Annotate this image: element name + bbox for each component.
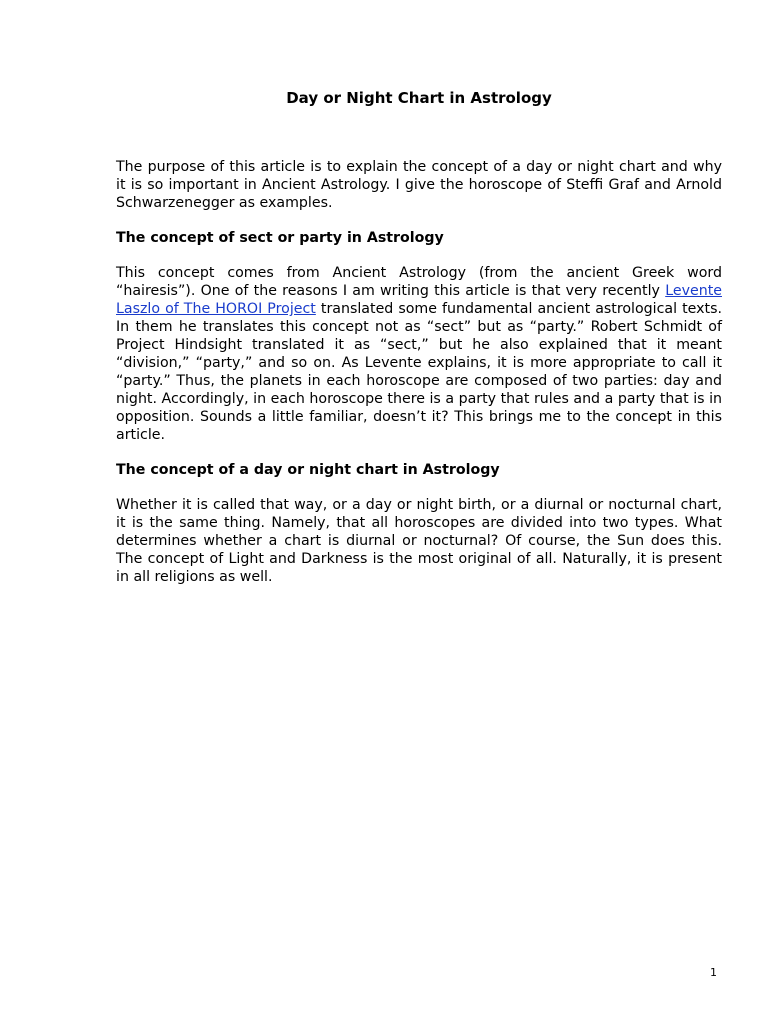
section-heading-sect: The concept of sect or party in Astrology — [116, 230, 444, 246]
intro-paragraph: The purpose of this article is to explain the concept of a day or night chart and why it is so important in Ancient Astrology. I give the horoscope of Steffi Graf and Arnold Schwarzenegger as examples. — [116, 159, 722, 211]
day-night-paragraph: Whether it is called that way, or a day or night birth, or a diurnal or nocturnal chart, it is the same thing. Namely, that all horoscopes are divided into two types. What determines whether a chart is diurnal or nocturnal? Of course, the Sun does this. The concept of Light and Darkness is the most original of all. Naturally, it is present in all religions as well. — [116, 497, 722, 585]
sect-paragraph-text-start: This concept comes from Ancient Astrology (from the ancient Greek word “hairesis”). One of the reasons I am writing this article is that very recently — [116, 265, 722, 299]
section-heading-day-night: The concept of a day or night chart in Astrology — [116, 462, 500, 478]
sect-paragraph-text-end: translated some fundamental ancient astrological texts. In them he translates this concept not as “sect” but as “party.” Robert Schmidt of Project Hindsight translated it as “sect,” but he also explained that it meant “division,” “party,” and so on. As Levente explains, it is more appropriate to call it “party.” Thus, the planets in each horoscope are composed of two parties: day and night. Accordingly, in each horoscope there is a party that rules and a party that is in opposition. Sounds a little familiar, doesn’t it? This brings me to the concept in this article. — [116, 301, 722, 443]
document-title: Day or Night Chart in Astrology — [286, 89, 552, 107]
document-body — [116, 158, 722, 586]
horoi-project-link[interactable]: Levente Laszlo of The HOROI Project — [116, 283, 722, 317]
page-number: 1 — [710, 966, 717, 979]
sect-paragraph — [116, 264, 722, 444]
